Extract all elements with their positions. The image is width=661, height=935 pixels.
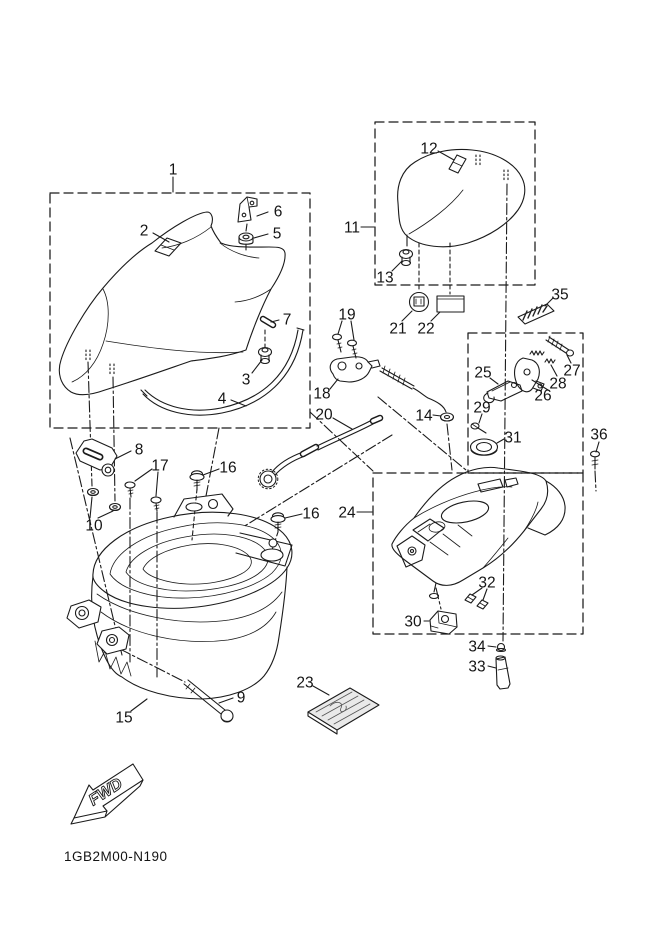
lock-bolt [546, 336, 574, 356]
hinge-plate [76, 439, 117, 476]
part-label-33: 33 [468, 658, 486, 676]
box-hinge-brackets [67, 600, 129, 654]
seat-grommet [259, 348, 272, 364]
fwd-arrow-label: FWD [85, 775, 126, 810]
side-screw [591, 451, 600, 469]
part-label-28: 28 [549, 375, 567, 393]
part-label-24: 24 [338, 504, 356, 522]
part-label-10: 10 [85, 517, 103, 535]
part-label-4: 4 [217, 390, 227, 408]
part-label-29: 29 [473, 399, 491, 417]
part-label-3: 3 [241, 371, 251, 389]
part-label-6: 6 [273, 203, 283, 221]
drain-grommet [497, 644, 506, 652]
part-label-21: 21 [389, 320, 407, 338]
fwd-arrow [71, 764, 143, 824]
part-label-19: 19 [338, 306, 356, 324]
drawing-code: 1GB2M00-N190 [64, 849, 168, 864]
seat-cover-strap [449, 155, 466, 173]
cable-adjuster-rod [380, 366, 446, 412]
part-label-9: 9 [236, 689, 246, 707]
seat-bracket [238, 197, 257, 222]
part-label-5: 5 [272, 225, 282, 243]
caution-emblem [410, 293, 429, 312]
part-label-16a: 16 [219, 459, 237, 477]
part-label-23: 23 [296, 674, 314, 692]
lock-ring [471, 439, 498, 455]
cable-nut [441, 413, 454, 421]
part-label-25: 25 [474, 364, 492, 382]
part-label-15: 15 [115, 709, 133, 727]
part-label-35: 35 [551, 286, 569, 304]
part-label-8: 8 [134, 441, 144, 459]
assembly-box-seat-cover [375, 122, 535, 285]
part-label-17: 17 [151, 457, 169, 475]
seat-cover-drawing [398, 150, 525, 247]
latch-plate [330, 357, 380, 382]
part-label-31: 31 [504, 429, 522, 447]
part-label-7: 7 [282, 311, 292, 329]
part-label-36: 36 [590, 426, 608, 444]
rubber-pad [308, 688, 379, 734]
part-label-14: 14 [415, 407, 433, 425]
part-labels-layer [85, 141, 607, 727]
part-label-2: 2 [139, 222, 149, 240]
brand-emblem-sticker [518, 304, 554, 324]
assembly-box-bracket [373, 473, 583, 634]
lock-assembly [471, 336, 574, 455]
damper-block [430, 611, 457, 634]
part-label-11: 11 [343, 219, 361, 237]
hinge-nuts [88, 489, 121, 511]
lock-screw [471, 423, 486, 433]
part-label-12: 12 [420, 140, 438, 158]
part-label-32: 32 [478, 574, 496, 592]
part-label-18: 18 [313, 385, 331, 403]
seat-nut [239, 233, 253, 244]
part-label-13: 13 [376, 269, 394, 287]
part-label-27: 27 [563, 362, 581, 380]
drain-tube [496, 656, 510, 689]
label-plate [437, 296, 464, 312]
part-label-26: 26 [534, 387, 552, 405]
seat-cover-grommet [400, 250, 413, 266]
seat-attachment-marks [86, 350, 114, 376]
part-label-16b: 16 [302, 505, 320, 523]
part-label-20: 20 [315, 406, 333, 424]
part-label-30: 30 [404, 613, 422, 631]
part-label-34: 34 [468, 638, 486, 656]
part-label-1: 1 [168, 161, 178, 179]
part-label-22: 22 [417, 320, 435, 338]
